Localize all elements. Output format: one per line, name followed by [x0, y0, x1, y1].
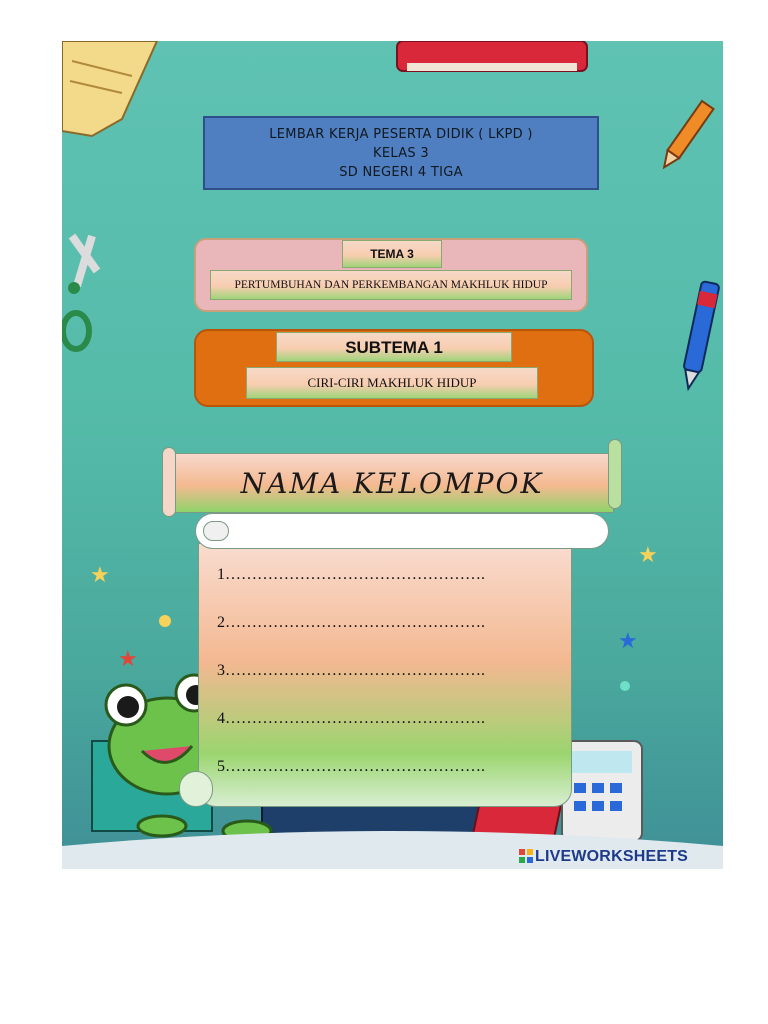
group-title: NAMA KELOMPOK — [240, 467, 544, 500]
star-icon: ★ — [638, 543, 658, 568]
scroll-bottom-curl — [179, 771, 213, 807]
subtema-panel — [194, 329, 594, 407]
scroll-top-roll — [195, 513, 609, 549]
member-line-1[interactable]: 1…………………………………………. — [217, 566, 485, 583]
subtema-title: CIRI-CIRI MAKHLUK HIDUP — [246, 367, 538, 399]
member-line-2[interactable]: 2…………………………………………. — [217, 614, 485, 631]
dot-decoration — [620, 681, 630, 691]
tema-title: PERTUMBUHAN DAN PERKEMBANGAN MAKHLUK HIDUP — [210, 270, 572, 300]
school-name: SD NEGERI 4 TIGA — [339, 164, 463, 180]
book-icon — [397, 41, 587, 71]
dot-decoration — [159, 615, 171, 627]
group-title-banner — [162, 447, 622, 513]
liveworksheets-logo-icon — [519, 849, 533, 863]
worksheet-cover — [62, 41, 723, 869]
member-line-4[interactable]: 4…………………………………………. — [217, 710, 485, 727]
member-line-5[interactable]: 5…………………………………………. — [217, 758, 485, 775]
header-info-box — [203, 116, 599, 190]
member-list-scroll — [195, 513, 609, 809]
member-line-3[interactable]: 3…………………………………………. — [217, 662, 485, 679]
scissors-icon — [63, 236, 97, 349]
star-icon: ★ — [618, 629, 638, 654]
class-label: KELAS 3 — [373, 145, 429, 161]
notebook-icon — [62, 41, 157, 136]
worksheet-title: LEMBAR KERJA PESERTA DIDIK ( LKPD ) — [269, 126, 533, 142]
tema-panel — [194, 238, 588, 312]
pencil-icon — [658, 101, 713, 171]
liveworksheets-brand[interactable] — [519, 848, 688, 866]
subtema-label: SUBTEMA 1 — [276, 332, 512, 362]
star-icon: ★ — [118, 647, 138, 672]
member-list-body — [198, 543, 572, 807]
scroll-curl — [203, 521, 229, 541]
tema-label: TEMA 3 — [342, 240, 442, 268]
brand-text: LIVEWORKSHEETS — [535, 848, 689, 865]
pen-icon — [680, 281, 720, 390]
star-icon: ★ — [90, 563, 110, 588]
